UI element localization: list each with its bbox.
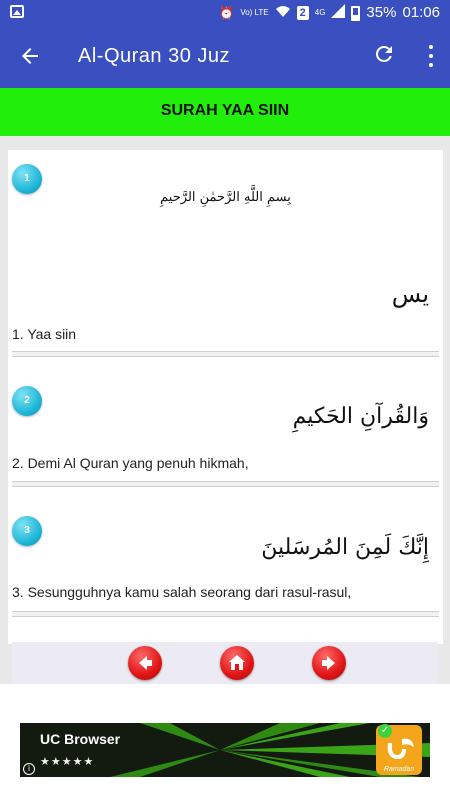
battery-percent: 35% (366, 4, 397, 21)
ad-info-icon[interactable]: i (23, 763, 35, 775)
verse-number-badge: 1 (12, 164, 42, 194)
verse-arabic: إِنَّكَ لَمِنَ المُرسَلينَ (261, 535, 429, 560)
navigation-bar (12, 642, 438, 684)
clock: 01:06 (402, 4, 440, 21)
verse-arabic: وَالقُرآنِ الحَكيمِ (292, 404, 429, 429)
arrow-left-icon (135, 653, 155, 673)
status-icons (219, 4, 440, 22)
surah-banner (0, 88, 450, 136)
bismillah-text: بِسمِ اللَّهِ الرَّحمٰنِ الرَّحيمِ (160, 190, 291, 205)
arrow-right-icon (319, 653, 339, 673)
more-menu-icon[interactable] (428, 45, 434, 67)
volte-label: Vo) LTE (240, 8, 269, 17)
app-title: Al-Quran 30 Juz (78, 45, 231, 67)
network-type-label: 4G (314, 8, 326, 17)
gallery-notification-icon (10, 5, 24, 18)
verse-translation: 2. Demi Al Quran yang penuh hikmah, (12, 455, 249, 471)
verse-arabic: يس (391, 280, 429, 308)
previous-button[interactable] (128, 646, 162, 680)
home-button[interactable] (220, 646, 254, 680)
surah-title: SURAH YAA SIIN (160, 102, 290, 119)
ad-logo-label: Ramadan (383, 766, 415, 773)
signal-icon (331, 4, 345, 22)
sim-badge: 2 (297, 6, 309, 20)
verse-divider (12, 481, 439, 487)
verse-translation: 1. Yaa siin (12, 326, 77, 342)
verse-translation: 3. Sesungguhnya kamu salah seorang dari rasul-rasul, (12, 584, 352, 600)
ad-banner[interactable] (20, 723, 430, 777)
back-arrow-icon[interactable] (18, 44, 44, 70)
uc-browser-logo (376, 725, 422, 775)
ad-rating-stars: ★★★★★ (40, 756, 95, 768)
verse-number-badge: 2 (12, 386, 42, 416)
verse-number-badge: 3 (12, 516, 42, 546)
app-bar (0, 26, 450, 88)
status-bar (0, 0, 450, 26)
refresh-icon[interactable] (372, 42, 396, 73)
home-icon (227, 653, 247, 673)
next-button[interactable] (312, 646, 346, 680)
ad-app-name: UC Browser (40, 731, 121, 747)
verse-divider (12, 611, 439, 617)
wifi-icon (275, 4, 291, 22)
check-icon: ✓ (378, 724, 392, 738)
verse-list[interactable] (8, 150, 443, 644)
alarm-icon: ⏰ (219, 6, 235, 20)
verse-divider (12, 351, 439, 357)
battery-icon (351, 6, 360, 21)
